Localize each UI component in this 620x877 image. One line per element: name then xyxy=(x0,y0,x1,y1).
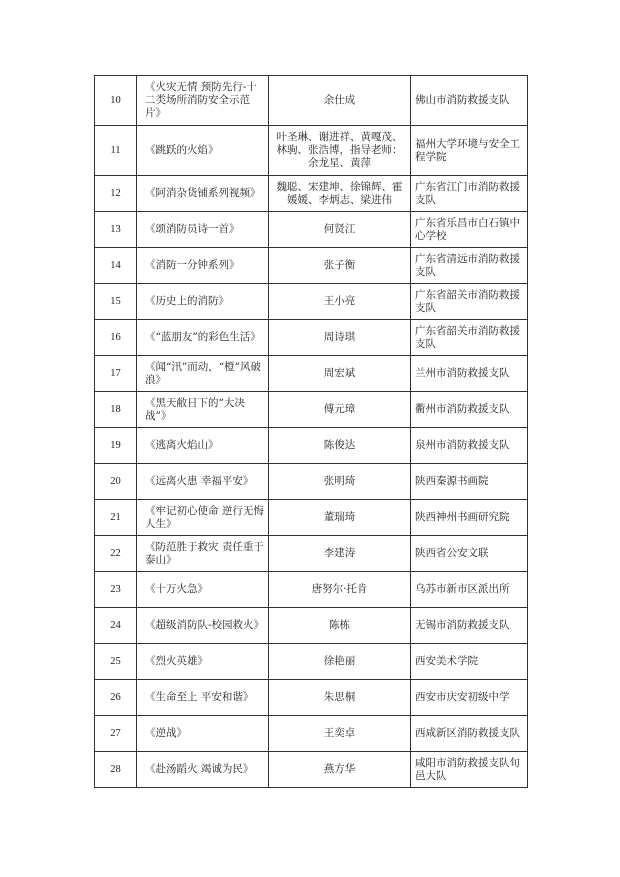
row-number: 11 xyxy=(95,126,137,176)
submitting-unit: 广东省韶关市消防救援支队 xyxy=(411,284,528,320)
submitting-unit: 广东省清远市消防救援支队 xyxy=(411,248,528,284)
work-title: 《远离火患 幸福平安》 xyxy=(137,464,269,500)
author-name: 李建涛 xyxy=(269,536,411,572)
work-title: 《逃离火焰山》 xyxy=(137,428,269,464)
submitting-unit: 陕西神州书画研究院 xyxy=(411,500,528,536)
work-title: 《“蓝朋友”的彩色生活》 xyxy=(137,320,269,356)
table-row xyxy=(95,536,528,572)
submitting-unit: 无锡市消防救援支队 xyxy=(411,608,528,644)
work-title: 《赴汤蹈火 竭诚为民》 xyxy=(137,752,269,788)
work-title: 《防范胜于救灾 责任重于泰山》 xyxy=(137,536,269,572)
row-number: 27 xyxy=(95,716,137,752)
submitting-unit: 陕西秦源书画院 xyxy=(411,464,528,500)
work-title: 《生命至上 平安和谐》 xyxy=(137,680,269,716)
author-name: 周宏斌 xyxy=(269,356,411,392)
row-number: 23 xyxy=(95,572,137,608)
submitting-unit: 广东省韶关市消防救援支队 xyxy=(411,320,528,356)
submitting-unit: 福州大学环境与安全工程学院 xyxy=(411,126,528,176)
row-number: 17 xyxy=(95,356,137,392)
table-row xyxy=(95,284,528,320)
author-name: 余仕成 xyxy=(269,76,411,126)
author-name: 王小亮 xyxy=(269,284,411,320)
submitting-unit: 佛山市消防救援支队 xyxy=(411,76,528,126)
work-title: 《跳跃的火焰》 xyxy=(137,126,269,176)
author-name: 董瑞琦 xyxy=(269,500,411,536)
table-row xyxy=(95,126,528,176)
work-title: 《烈火英雄》 xyxy=(137,644,269,680)
row-number: 16 xyxy=(95,320,137,356)
row-number: 10 xyxy=(95,76,137,126)
work-title: 《十万火急》 xyxy=(137,572,269,608)
row-number: 19 xyxy=(95,428,137,464)
author-name: 朱思桐 xyxy=(269,680,411,716)
table-row xyxy=(95,752,528,788)
author-name: 陈栋 xyxy=(269,608,411,644)
row-number: 15 xyxy=(95,284,137,320)
table-body xyxy=(95,76,528,788)
submitting-unit: 广东省江门市消防救援支队 xyxy=(411,176,528,212)
author-name: 张子衡 xyxy=(269,248,411,284)
row-number: 25 xyxy=(95,644,137,680)
table-row xyxy=(95,320,528,356)
submitting-unit: 陕西省公安文联 xyxy=(411,536,528,572)
table-row xyxy=(95,392,528,428)
work-title: 《消防一分钟系列》 xyxy=(137,248,269,284)
author-name: 陈俊达 xyxy=(269,428,411,464)
submitting-unit: 兰州市消防救援支队 xyxy=(411,356,528,392)
work-title: 《牢记初心使命 逆行无悔人生》 xyxy=(137,500,269,536)
row-number: 14 xyxy=(95,248,137,284)
submitting-unit: 乌苏市新市区派出所 xyxy=(411,572,528,608)
row-number: 18 xyxy=(95,392,137,428)
table-row xyxy=(95,716,528,752)
table-row xyxy=(95,176,528,212)
work-title: 《阿消杂货铺系列视频》 xyxy=(137,176,269,212)
author-name: 王奕卓 xyxy=(269,716,411,752)
submitting-unit: 衢州市消防救援支队 xyxy=(411,392,528,428)
table-row xyxy=(95,608,528,644)
author-name: 傅元璋 xyxy=(269,392,411,428)
table-row xyxy=(95,680,528,716)
table-row xyxy=(95,76,528,126)
row-number: 12 xyxy=(95,176,137,212)
row-number: 13 xyxy=(95,212,137,248)
work-title: 《颂消防员诗一首》 xyxy=(137,212,269,248)
author-name: 周诗琪 xyxy=(269,320,411,356)
row-number: 21 xyxy=(95,500,137,536)
author-name: 叶圣琳、谢进祥、黄嘎茂、林驹、张浩博，指导老师：余龙星、黄萍 xyxy=(269,126,411,176)
table-row xyxy=(95,212,528,248)
submitting-unit: 西咸新区消防救援支队 xyxy=(411,716,528,752)
author-name: 唐努尔·托肯 xyxy=(269,572,411,608)
table-row xyxy=(95,500,528,536)
table-row xyxy=(95,464,528,500)
work-title: 《火灾无情 预防先行-十二类场所消防安全示范片》 xyxy=(137,76,269,126)
work-title: 《历史上的消防》 xyxy=(137,284,269,320)
submitting-unit: 西安市庆安初级中学 xyxy=(411,680,528,716)
work-title: 《超级消防队-校园救火》 xyxy=(137,608,269,644)
submitting-unit: 西安美术学院 xyxy=(411,644,528,680)
row-number: 24 xyxy=(95,608,137,644)
row-number: 28 xyxy=(95,752,137,788)
submitting-unit: 广东省乐昌市白石镇中心学校 xyxy=(411,212,528,248)
author-name: 何贤江 xyxy=(269,212,411,248)
row-number: 20 xyxy=(95,464,137,500)
author-name: 燕方华 xyxy=(269,752,411,788)
submitting-unit: 泉州市消防救援支队 xyxy=(411,428,528,464)
row-number: 26 xyxy=(95,680,137,716)
author-name: 魏聪、宋建坤、徐锦辉、霍媛媛、李炳志、梁进伟 xyxy=(269,176,411,212)
award-list-table xyxy=(94,75,528,788)
table-row xyxy=(95,644,528,680)
work-title: 《黑天敝日下的“大决战”》 xyxy=(137,392,269,428)
submitting-unit: 咸阳市消防救援支队旬邑大队 xyxy=(411,752,528,788)
author-name: 张明琦 xyxy=(269,464,411,500)
table-row xyxy=(95,356,528,392)
table-row xyxy=(95,572,528,608)
work-title: 《逆战》 xyxy=(137,716,269,752)
work-title: 《闻“汛”而动，“橙”风破浪》 xyxy=(137,356,269,392)
table-row xyxy=(95,428,528,464)
author-name: 徐艳丽 xyxy=(269,644,411,680)
table-row xyxy=(95,248,528,284)
row-number: 22 xyxy=(95,536,137,572)
